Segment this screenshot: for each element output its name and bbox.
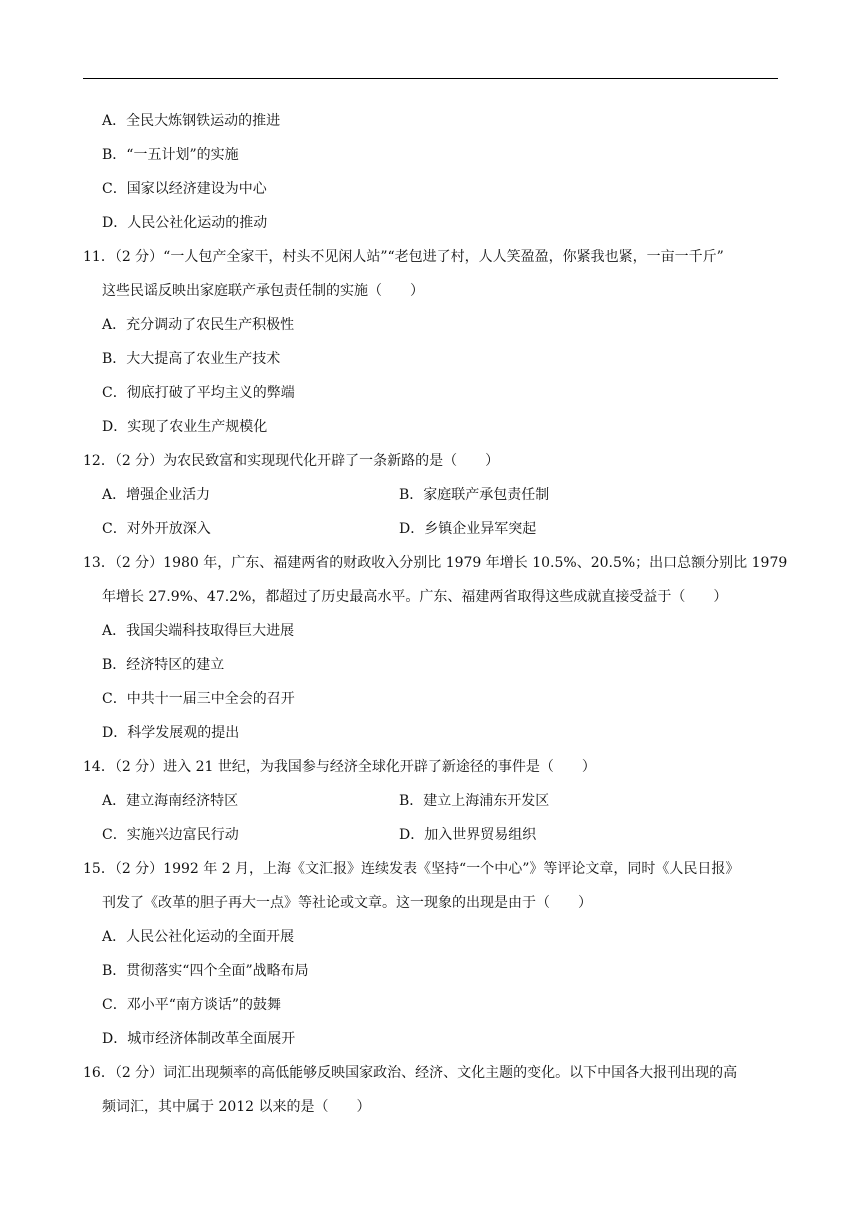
q12-options-row-2	[83, 512, 783, 546]
q14-stem: 14．（2 分）进入 21 世纪，为我国参与经济全球化开辟了新途径的事件是（ ）	[83, 759, 596, 775]
q14-option-a: A．建立海南经济特区	[102, 793, 239, 809]
q13-option-b: B．经济特区的建立	[102, 657, 225, 673]
q12-option-a: A．增强企业活力	[102, 487, 211, 503]
q11-option-d: D．实现了农业生产规模化	[102, 419, 268, 435]
q11-stem: 11．（2 分）“一人包产全家干，村头不见闲人站”“老包进了村，人人笑盈盈，你紧我也紧，一亩一千斤”	[83, 249, 724, 265]
q12-stem: 12．（2 分）为农民致富和实现现代化开辟了一条新路的是（ ）	[83, 453, 500, 469]
q14-options-row-2	[83, 818, 783, 852]
q15-stem-cont: 刊发了《改革的胆子再大一点》等社论或文章。这一现象的出现是由于（ ）	[102, 895, 592, 911]
question-content	[83, 104, 788, 1124]
q10-option-d: D．人民公社化运动的推动	[102, 215, 268, 231]
q11-option-b: B．大大提高了农业生产技术	[102, 351, 281, 367]
header-rule	[83, 78, 778, 79]
q16-stem: 16．（2 分）词汇出现频率的高低能够反映国家政治、经济、文化主题的变化。以下中国各大报刊出现的高	[83, 1065, 738, 1081]
q11-option-c: C．彻底打破了平均主义的弊端	[102, 385, 295, 401]
q14-option-c: C．实施兴边富民行动	[102, 827, 239, 843]
q15-option-b: B．贯彻落实“四个全面”战略布局	[102, 963, 309, 979]
q13-option-a: A．我国尖端科技取得巨大进展	[102, 623, 295, 639]
q13-option-c: C．中共十一届三中全会的召开	[102, 691, 295, 707]
q13-option-d: D．科学发展观的提出	[102, 725, 240, 741]
q10-option-b: B．“一五计划”的实施	[102, 147, 239, 163]
q14-option-b: B．建立上海浦东开发区	[399, 793, 550, 809]
q11-stem-cont: 这些民谣反映出家庭联产承包责任制的实施（ ）	[102, 283, 424, 299]
q15-option-c: C．邓小平“南方谈话”的鼓舞	[102, 997, 282, 1013]
q16-stem-cont: 频词汇，其中属于 2012 以来的是（ ）	[102, 1099, 371, 1115]
q10-option-c: C．国家以经济建设为中心	[102, 181, 267, 197]
q12-option-c: C．对外开放深入	[102, 521, 211, 537]
q15-option-d: D．城市经济体制改革全面展开	[102, 1031, 296, 1047]
q14-option-d: D．加入世界贸易组织	[399, 827, 537, 843]
q15-stem: 15．（2 分）1992 年 2 月，上海《文汇报》连续发表《坚持“一个中心”》等评论文章，同时《人民日报》	[83, 861, 740, 877]
q12-option-d: D．乡镇企业异军突起	[399, 521, 537, 537]
q13-stem-cont: 年增长 27.9%、47.2%，都超过了历史最高水平。广东、福建两省取得这些成就直接受益于（ ）	[102, 589, 728, 605]
q14-options-row-1	[83, 784, 783, 818]
q11-option-a: A．充分调动了农民生产积极性	[102, 317, 295, 333]
q12-options-row-1	[83, 478, 783, 512]
q13-stem: 13．（2 分）1980 年，广东、福建两省的财政收入分别比 1979 年增长 10.5%、20.5%；出口总额分别比 1979	[83, 555, 788, 571]
q15-option-a: A．人民公社化运动的全面开展	[102, 929, 295, 945]
q12-option-b: B．家庭联产承包责任制	[399, 487, 550, 503]
q10-option-a: A．全民大炼钢铁运动的推进	[102, 113, 281, 129]
